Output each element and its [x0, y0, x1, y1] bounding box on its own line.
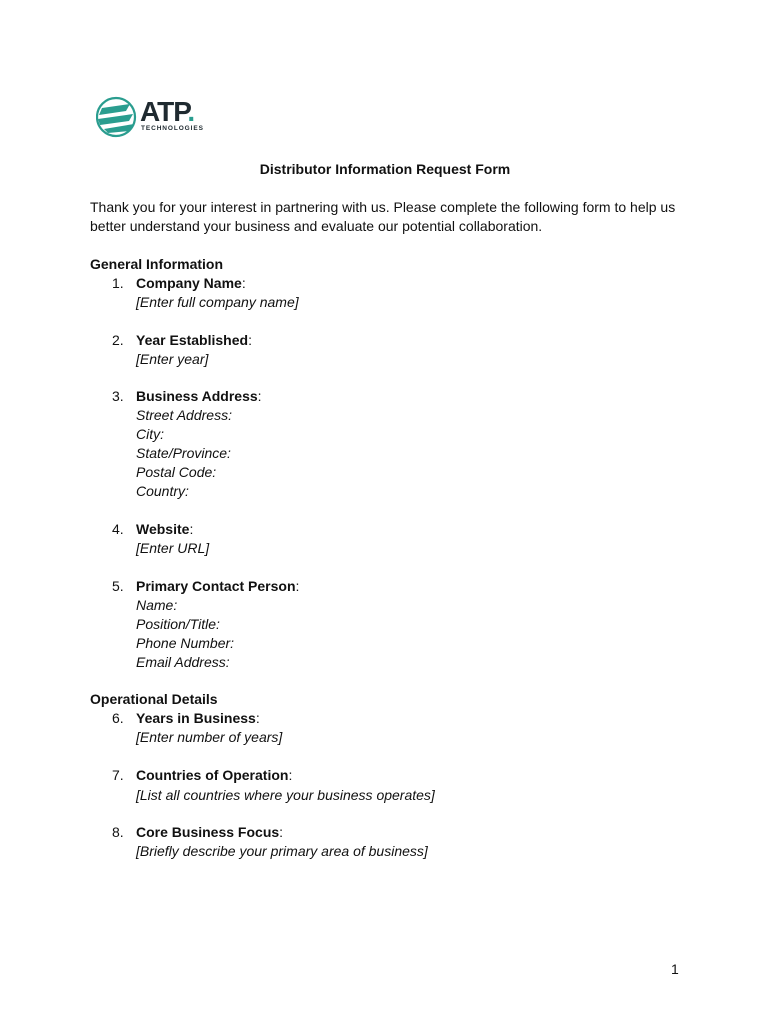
postal-code-field[interactable]: Postal Code: [136, 464, 217, 480]
form-item-years-in-business: 6. Years in Business: [112, 710, 260, 726]
contact-name-field[interactable]: Name: [136, 597, 178, 613]
contact-email-field[interactable]: Email Address: [136, 654, 230, 670]
core-focus-placeholder[interactable]: [Briefly describe your primary area of business] [136, 843, 428, 859]
year-established-placeholder[interactable]: [Enter year] [136, 351, 209, 367]
page-number: 1 [671, 961, 679, 977]
state-province-field[interactable]: State/Province: [136, 445, 231, 461]
years-in-business-placeholder[interactable]: [Enter number of years] [136, 729, 283, 745]
contact-position-field[interactable]: Position/Title: [136, 616, 220, 632]
section-heading-operational: Operational Details [90, 691, 218, 707]
company-logo [96, 96, 206, 140]
website-placeholder[interactable]: [Enter URL] [136, 540, 210, 556]
countries-placeholder[interactable]: [List all countries where your business operates] [136, 787, 435, 803]
country-field[interactable]: Country: [136, 483, 189, 499]
form-item-website: 4. Website: [112, 521, 194, 537]
contact-phone-field[interactable]: Phone Number: [136, 635, 235, 651]
form-item-countries: 7. Countries of Operation: [112, 767, 293, 783]
company-name-placeholder[interactable]: [Enter full company name] [136, 294, 299, 310]
form-item-primary-contact: 5. Primary Contact Person: [112, 578, 300, 594]
form-item-business-address: 3. Business Address: [112, 388, 262, 404]
logo-wordmark: ATP. [140, 96, 195, 127]
section-heading-general: General Information [90, 256, 224, 272]
form-title: Distributor Information Request Form [259, 161, 511, 177]
intro-paragraph: Thank you for your interest in partnering with us. Please complete the following form to help us better understand your business and evaluate our potential collaboration. [90, 199, 676, 234]
street-address-field[interactable]: Street Address: [136, 407, 232, 423]
city-field[interactable]: City: [136, 426, 164, 442]
form-item-company-name: 1. Company Name: [112, 275, 246, 291]
logo-subtitle: TECHNOLOGIES [141, 125, 204, 132]
atp-logo-mark-icon [96, 96, 138, 138]
form-item-year-established: 2. Year Established: [112, 332, 252, 348]
form-item-core-focus: 8. Core Business Focus: [112, 824, 284, 840]
